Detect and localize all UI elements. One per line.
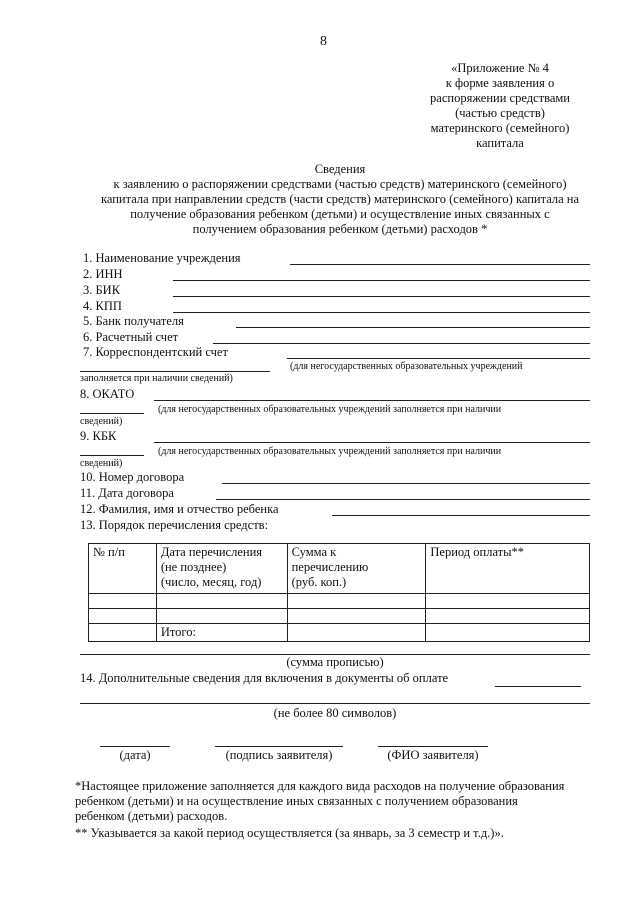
amount-words-caption: (сумма прописью) [286, 655, 384, 669]
header-transfer-date [156, 544, 287, 594]
field-account-label: 6. Расчетный счет [83, 330, 179, 344]
field-child-name-label: 12. Фамилия, имя и отчество ребенка [80, 502, 279, 516]
field-contract-date-line[interactable] [216, 499, 590, 500]
field-bank-line[interactable] [236, 327, 590, 328]
table-cell[interactable] [287, 594, 426, 609]
date-caption: (дата) [119, 748, 151, 762]
field-kbk-note: (для негосударственных образовательных учреждений заполняется при наличии [158, 446, 502, 457]
header-amount [287, 544, 426, 594]
table-cell[interactable] [89, 609, 157, 624]
header-amount-line: Сумма к [291, 545, 337, 559]
footnote-1-line: *Настоящее приложение заполняется для каждого вида расходов на получение образования [75, 779, 565, 793]
field-okato-note: (для негосударственных образовательных учреждений заполняется при наличии [158, 404, 502, 415]
table-cell[interactable] [156, 609, 287, 624]
field-institution-label: 1. Наименование учреждения [83, 251, 241, 265]
date-line[interactable] [100, 746, 170, 747]
field-okato-note-cont: сведений) [80, 416, 123, 427]
table-cell[interactable] [426, 609, 590, 624]
appendix-line: (частью средств) [455, 106, 545, 120]
field-contract-number-line[interactable] [222, 483, 590, 484]
header-transfer-date-line: (не позднее) [160, 560, 227, 574]
field-contract-date-label: 11. Дата договора [80, 486, 174, 500]
field-okato-label: 8. ОКАТО [80, 387, 135, 401]
table-header-row [89, 544, 590, 594]
table-total-row [89, 624, 590, 642]
table-cell[interactable] [89, 594, 157, 609]
field-okato-line-2[interactable] [80, 413, 144, 414]
table-total-period[interactable] [426, 624, 590, 642]
field-corr-account-note: (для негосударственных образовательных учреждений [290, 361, 523, 372]
table-cell[interactable] [156, 594, 287, 609]
appendix-line: капитала [476, 136, 524, 150]
payment-table [88, 543, 590, 642]
header-transfer-date-line: Дата перечисления [160, 545, 263, 559]
table-cell[interactable] [426, 594, 590, 609]
field-child-name-line[interactable] [332, 515, 590, 516]
table-cell [89, 624, 157, 642]
appendix-line: материнского (семейного) [430, 121, 570, 135]
field-corr-account-label: 7. Корреспондентский счет [83, 345, 228, 359]
title-line: получение образования ребенком (детьми) и осуществление иных связанных с [130, 207, 550, 221]
field-kbk-note-cont: сведений) [80, 458, 123, 469]
field-corr-account-note-cont: заполняется при наличии сведений) [80, 373, 233, 384]
field-bank-label: 5. Банк получателя [83, 314, 184, 328]
appendix-line: распоряжении средствами [430, 91, 570, 105]
header-transfer-date-line: (число, месяц, год) [160, 575, 262, 589]
field-okato-line-1[interactable] [154, 400, 590, 401]
header-amount-line: перечислению [291, 560, 369, 574]
table-cell[interactable] [287, 609, 426, 624]
fio-caption: (ФИО заявителя) [387, 748, 479, 762]
field-inn-label: 2. ИНН [83, 267, 123, 281]
field-kbk-label: 9. КБК [80, 429, 117, 443]
field-kpp-label: 4. КПП [83, 299, 122, 313]
table-row [89, 594, 590, 609]
field-institution-line[interactable] [290, 264, 590, 265]
field-contract-number-label: 10. Номер договора [80, 470, 185, 484]
field-bik-label: 3. БИК [83, 283, 121, 297]
signature-caption: (подпись заявителя) [225, 748, 333, 762]
field-kbk-line-1[interactable] [154, 442, 590, 443]
field-kpp-line[interactable] [173, 312, 590, 313]
table-total-amount[interactable] [287, 624, 426, 642]
title-line: капитала при направлении средств (части средств) материнского (семейного) капитала на [100, 192, 580, 206]
max-chars-caption: (не более 80 символов) [273, 706, 397, 720]
header-payment-period: Период оплаты** [426, 544, 590, 594]
footnote-1-line: ребенком (детьми) и на осуществление иных связанных с получением образования [75, 794, 518, 808]
page-number: 8 [320, 34, 327, 49]
appendix-header [410, 61, 590, 151]
fio-line[interactable] [378, 746, 488, 747]
header-amount-line: (руб. коп.) [291, 575, 347, 589]
signature-line[interactable] [215, 746, 343, 747]
title-heading: Сведения [314, 162, 366, 176]
footnote-1 [75, 779, 564, 824]
document-title [60, 162, 620, 237]
title-line: к заявлению о распоряжении средствами (частью средств) материнского (семейного) [113, 177, 567, 191]
header-number: № п/п [89, 544, 157, 594]
appendix-line: «Приложение № 4 [451, 61, 549, 75]
table-total-label: Итого: [156, 624, 287, 642]
table-row [89, 609, 590, 624]
field-bik-line[interactable] [173, 296, 590, 297]
title-line: получением образования ребенком (детьми) расходов * [192, 222, 488, 236]
field-additional-info-line-1[interactable] [495, 686, 581, 687]
field-inn-line[interactable] [173, 280, 590, 281]
appendix-line: к форме заявления о [445, 76, 555, 90]
field-additional-info-line-2[interactable] [80, 703, 590, 704]
footnote-1-line: ребенком (детьми) расходов. [75, 809, 228, 823]
field-account-line[interactable] [213, 343, 590, 344]
footnote-2: ** Указывается за какой период осуществляется (за январь, за 3 семестр и т.д.)». [75, 826, 504, 840]
field-transfer-order-label: 13. Порядок перечисления средств: [80, 518, 269, 532]
field-additional-info-label: 14. Дополнительные сведения для включения в документы об оплате [80, 671, 449, 685]
field-corr-account-line-1[interactable] [287, 358, 590, 359]
field-kbk-line-2[interactable] [80, 455, 144, 456]
